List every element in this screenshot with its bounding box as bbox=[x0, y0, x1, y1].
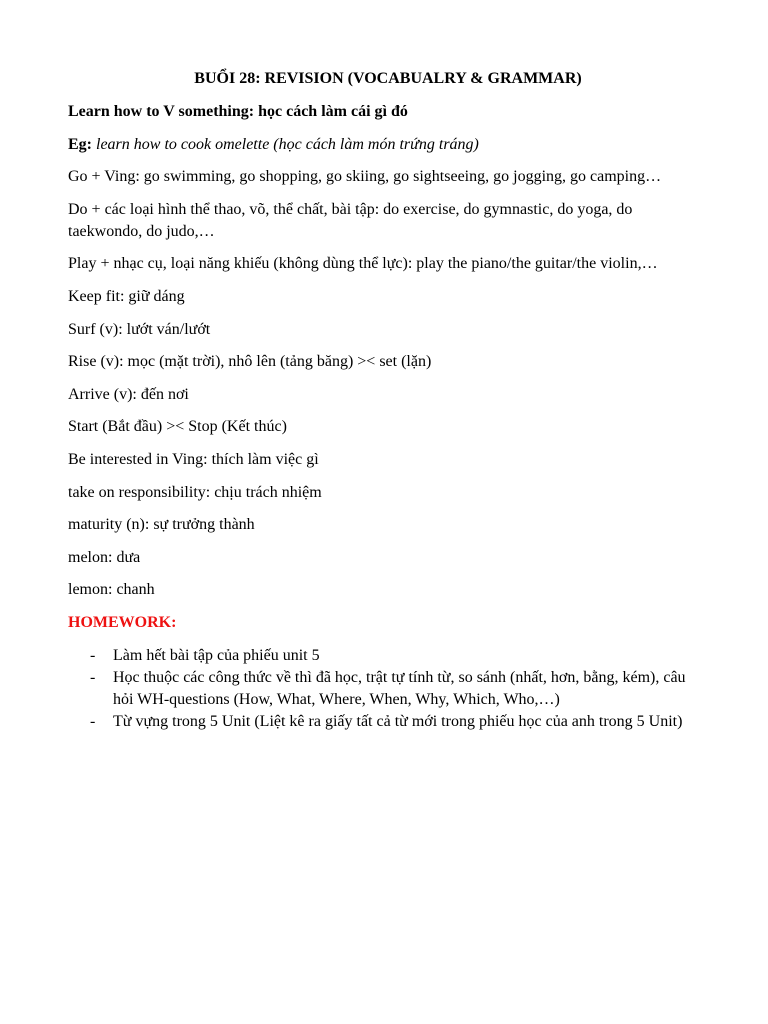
vocab-item: melon: dưa bbox=[68, 548, 141, 566]
bullet-dash: - bbox=[90, 646, 96, 664]
vocab-item: Start (Bắt đầu) >< Stop (Kết thúc) bbox=[68, 418, 287, 436]
homework-item-text: Học thuộc các công thức về thì đã học, trật tự tính từ, so sánh (nhất, hơn, bằng, kém), câu hỏi WH-questions (How, What, Where, When, Why, Which, Who,…) bbox=[113, 668, 686, 708]
vocab-item: Surf (v): lướt ván/lướt bbox=[68, 320, 211, 338]
vocab-item: Be interested in Ving: thích làm việc gì bbox=[68, 450, 319, 468]
document-page bbox=[68, 68, 708, 733]
bullet-dash: - bbox=[90, 668, 96, 686]
homework-item bbox=[68, 667, 708, 711]
vocab-item: Go + Ving: go swimming, go shopping, go skiing, go sightseeing, go jogging, go camping… bbox=[68, 168, 662, 186]
vocab-item: Arrive (v): đến nơi bbox=[68, 385, 189, 403]
example-line bbox=[68, 134, 708, 156]
vocab-item: Do + các loại hình thể thao, võ, thể chất, bài tập: do exercise, do gymnastic, do yoga, do taekwondo, do judo,… bbox=[68, 200, 633, 240]
homework-item bbox=[68, 645, 708, 667]
vocab-item: Keep fit: giữ dáng bbox=[68, 287, 185, 305]
homework-item-text: Từ vựng trong 5 Unit (Liệt kê ra giấy tất cả từ mới trong phiếu học của anh trong 5 Unit) bbox=[113, 712, 683, 730]
homework-item bbox=[68, 711, 708, 733]
bullet-dash: - bbox=[90, 712, 96, 730]
document-title: BUỔI 28: REVISION (VOCABUALRY & GRAMMAR) bbox=[194, 70, 582, 87]
vocab-item: Play + nhạc cụ, loại năng khiếu (không dùng thể lực): play the piano/the guitar/the violin,… bbox=[68, 255, 658, 273]
homework-list bbox=[68, 645, 708, 733]
vocab-item: lemon: chanh bbox=[68, 581, 155, 599]
vocab-item: Rise (v): mọc (mặt trời), nhô lên (tảng băng) >< set (lặn) bbox=[68, 353, 432, 371]
learn-how-rule: Learn how to V something: học cách làm cái gì đó bbox=[68, 103, 408, 120]
homework-heading: HOMEWORK: bbox=[68, 613, 177, 631]
vocab-item: take on responsibility: chịu trách nhiệm bbox=[68, 483, 322, 501]
vocab-item: maturity (n): sự trưởng thành bbox=[68, 516, 255, 534]
example-label: Eg: bbox=[68, 135, 92, 153]
homework-item-text: Làm hết bài tập của phiếu unit 5 bbox=[113, 646, 320, 664]
example-text: learn how to cook omelette (học cách làm món trứng tráng) bbox=[96, 135, 479, 153]
